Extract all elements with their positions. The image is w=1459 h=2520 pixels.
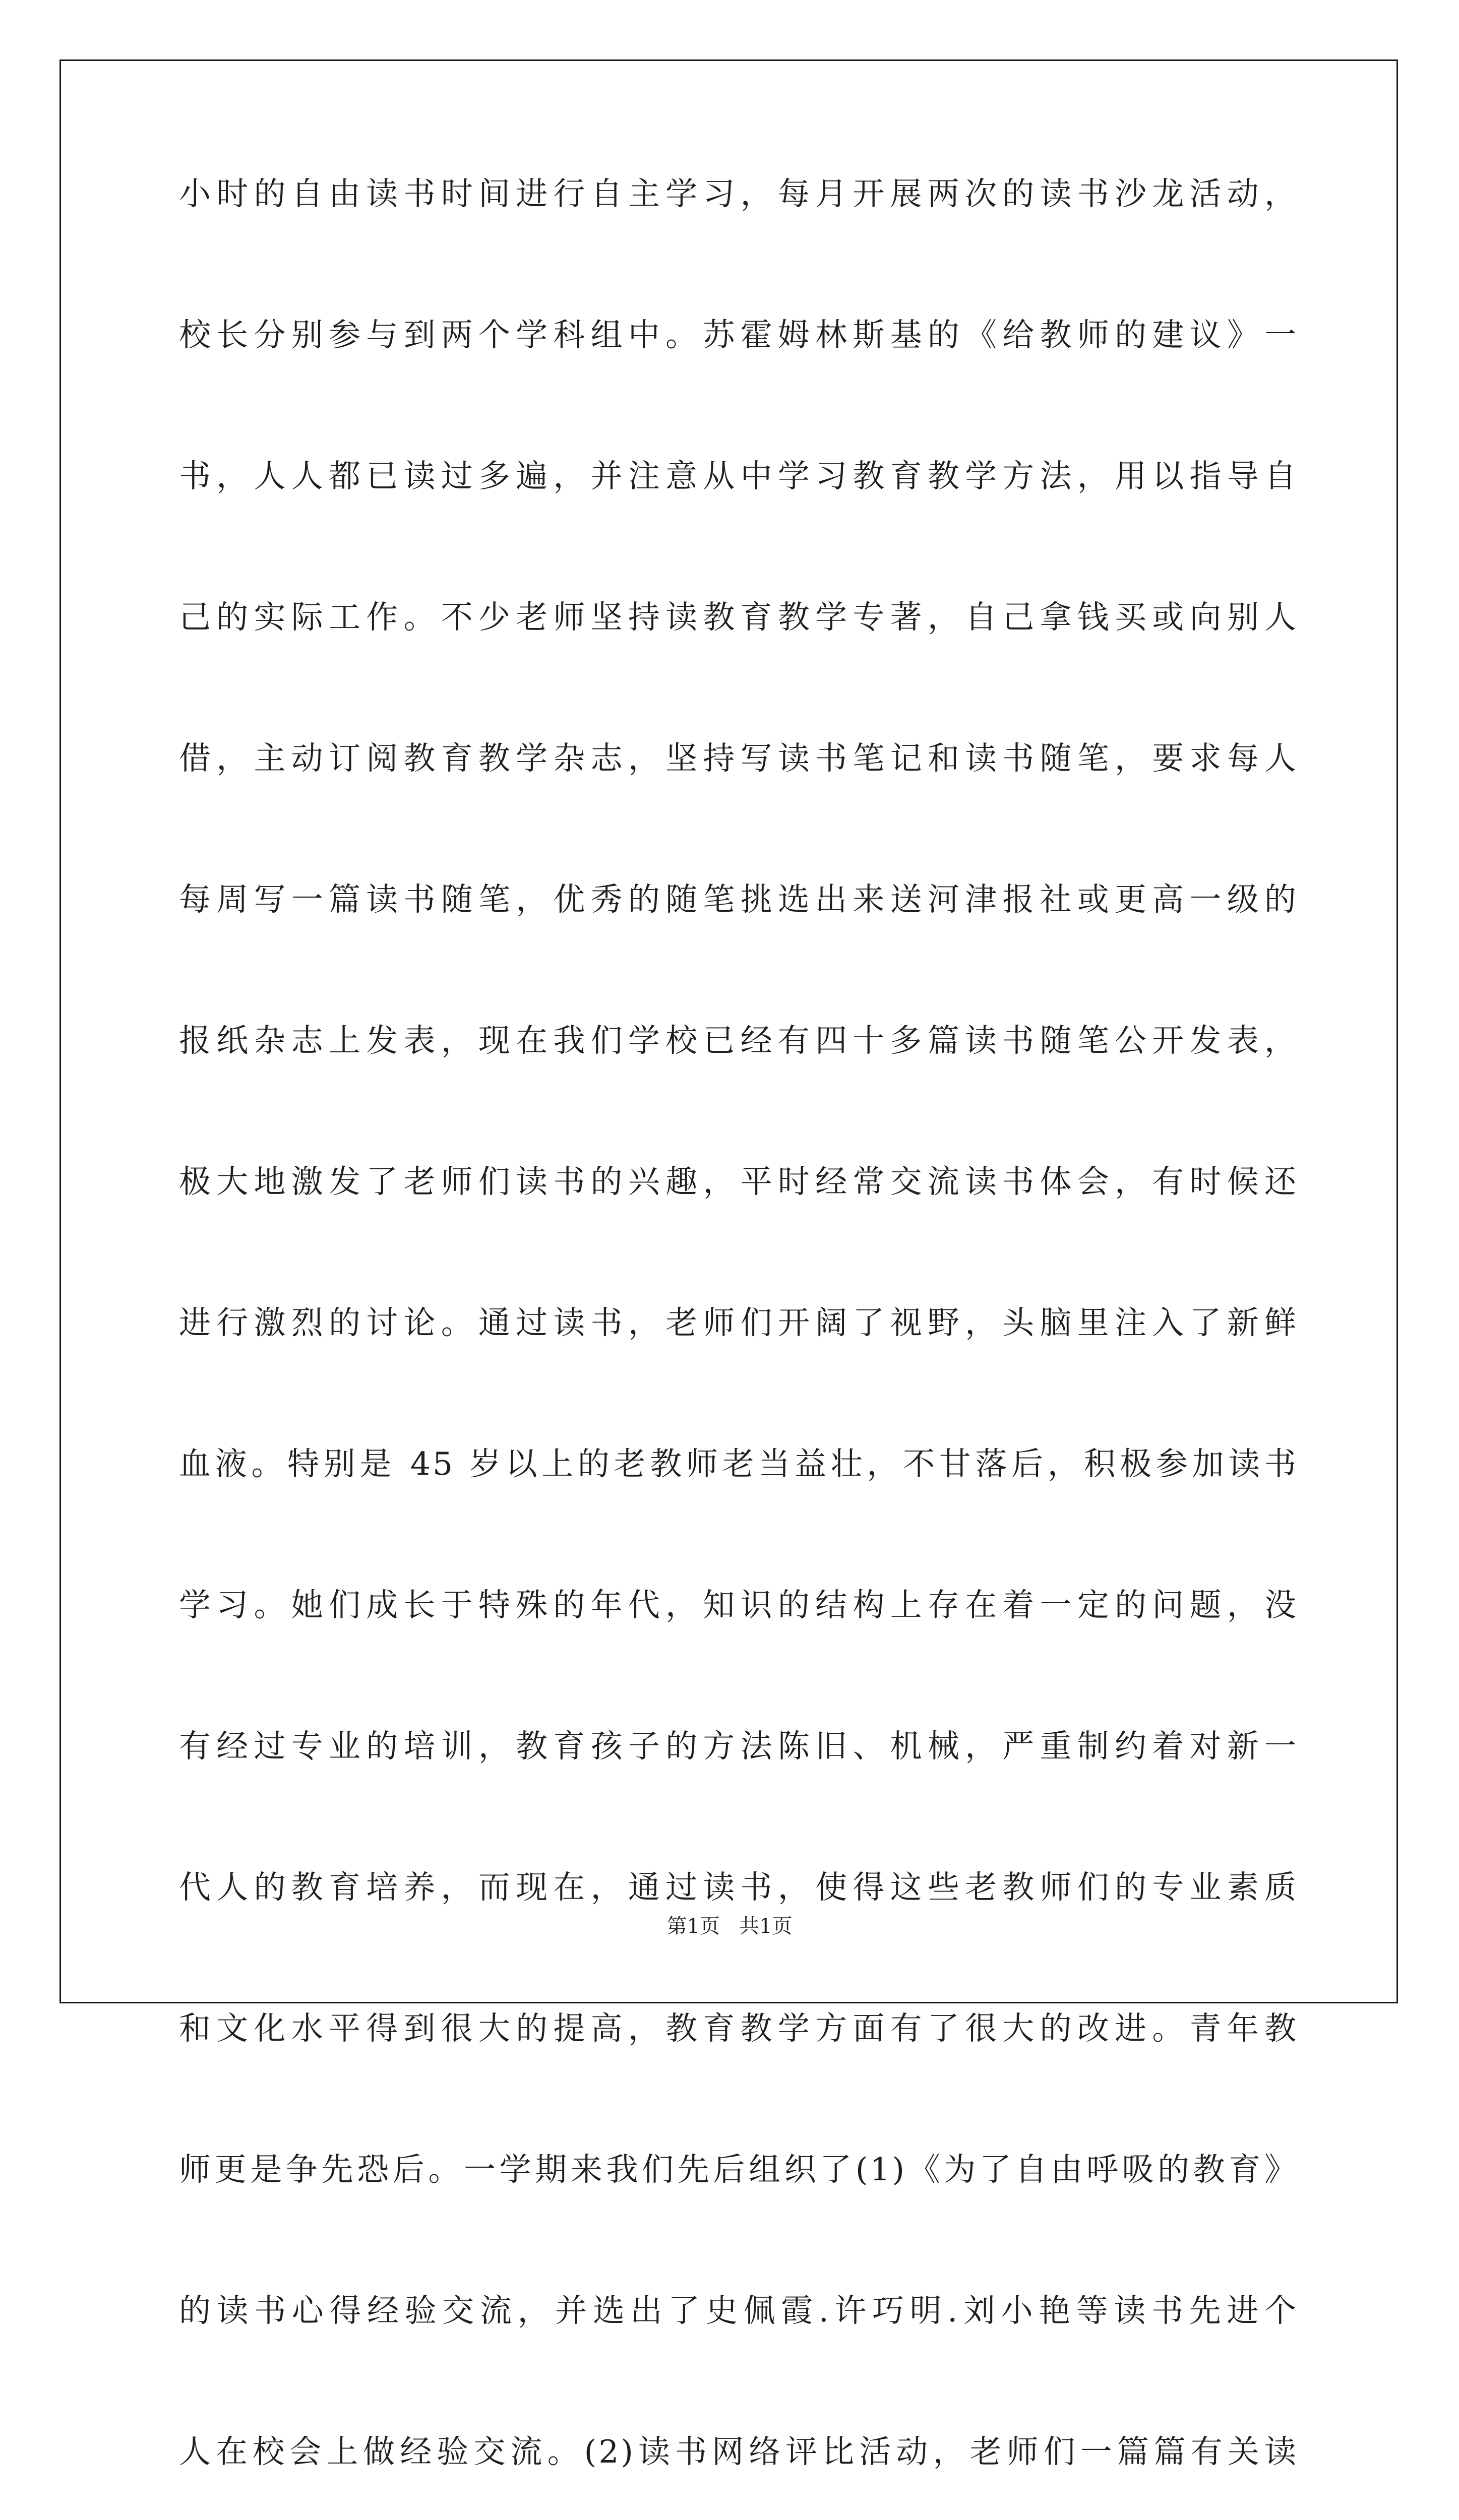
text-line: 小时的自由读书时间进行自主学习，每月开展两次的读书沙龙活动，	[179, 175, 1298, 212]
text-line: 和文化水平得到很大的提高，教育教学方面有了很大的改进。青年教	[179, 2010, 1298, 2047]
text-line: 学习。她们成长于特殊的年代，知识的结构上存在着一定的问题，没	[179, 1587, 1298, 1623]
text-line: 的读书心得经验交流，并选出了史佩霞.许巧明.刘小艳等读书先进个	[179, 2292, 1298, 2329]
text-line: 师更是争先恐后。一学期来我们先后组织了(1)《为了自由呼吸的教育》	[179, 2151, 1298, 2188]
text-line: 人在校会上做经验交流。(2)读书网络评比活动，老师们一篇篇有关读	[179, 2433, 1298, 2470]
text-line: 书，人人都已读过多遍，并注意从中学习教育教学方法，用以指导自	[179, 458, 1298, 494]
text-line: 校长分别参与到两个学科组中。苏霍姆林斯基的《给教师的建议》一	[179, 317, 1298, 353]
text-line: 每周写一篇读书随笔，优秀的随笔挑选出来送河津报社或更高一级的	[179, 881, 1298, 918]
text-line: 己的实际工作。不少老师坚持读教育教学专著，自己拿钱买或向别人	[179, 599, 1298, 636]
text-line: 进行激烈的讨论。通过读书，老师们开阔了视野，头脑里注入了新鲜	[179, 1304, 1298, 1341]
text-line: 代人的教育培养，而现在，通过读书，使得这些老教师们的专业素质	[179, 1869, 1298, 1906]
text-line: 报纸杂志上发表，现在我们学校已经有四十多篇读书随笔公开发表，	[179, 1022, 1298, 1059]
body-text	[179, 174, 1298, 2520]
text-line: 血液。特别是 45 岁以上的老教师老当益壮，不甘落后，积极参加读书	[179, 1445, 1298, 1482]
text-line: 借，主动订阅教育教学杂志，坚持写读书笔记和读书随笔，要求每人	[179, 740, 1298, 777]
text-line: 极大地激发了老师们读书的兴趣，平时经常交流读书体会，有时候还	[179, 1163, 1298, 1200]
page-number-footer: 第1页 共1页	[666, 1915, 793, 1938]
text-line: 有经过专业的培训，教育孩子的方法陈旧、机械，严重制约着对新一	[179, 1728, 1298, 1765]
